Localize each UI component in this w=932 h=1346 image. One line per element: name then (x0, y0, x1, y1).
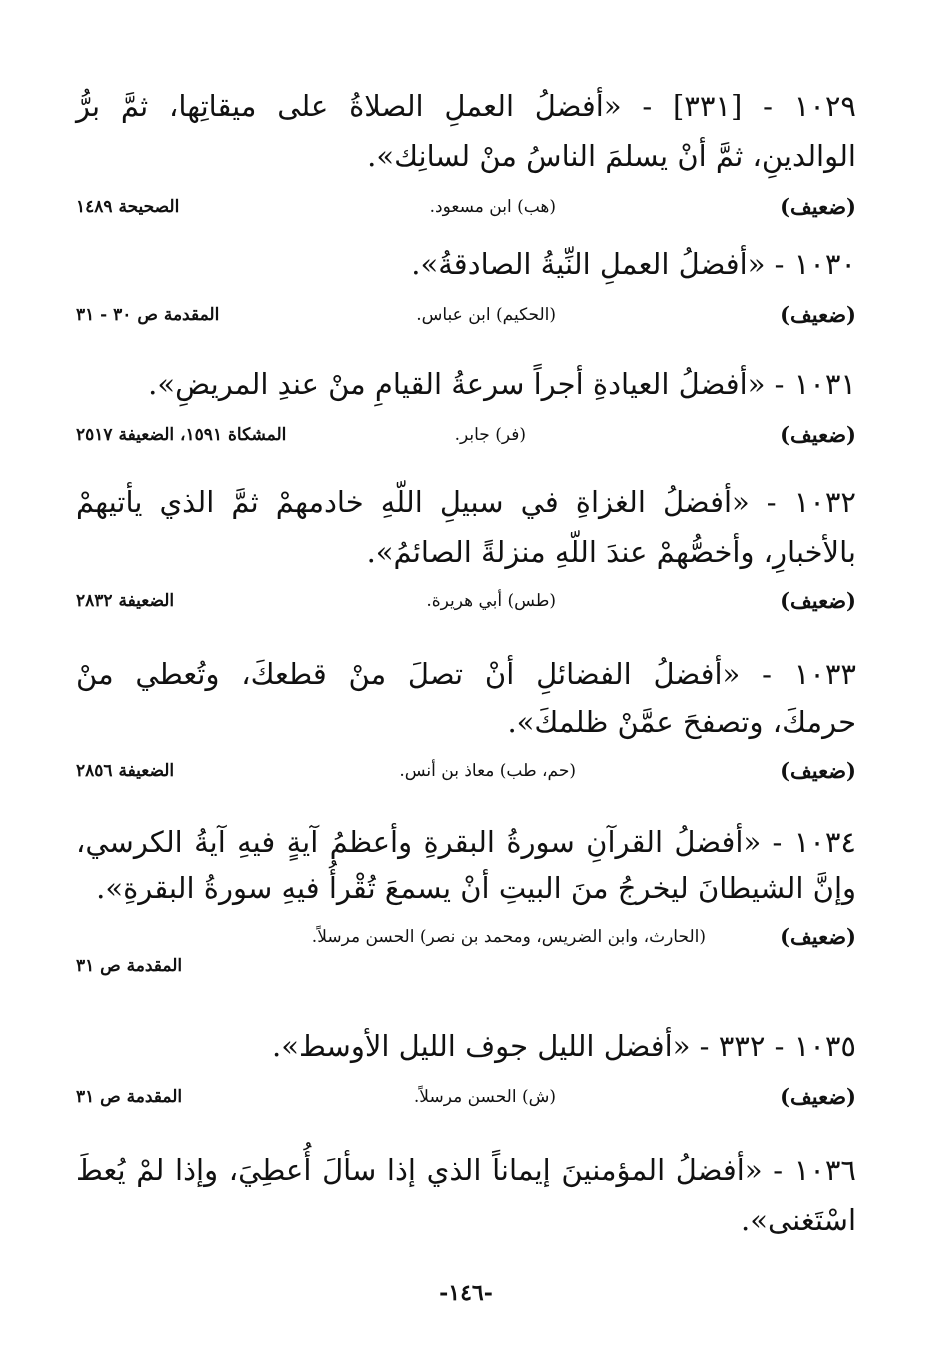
hadith-1036-line-1: ١٠٣٦ - «أفضلُ المؤمنينَ إيماناً الذي إذا سألَ أُعطِيَ، وإذا لمْ يُعطَ (76, 1153, 856, 1187)
hadith-1032-line-2: بالأخبارِ، وأخصُّهمْ عندَ اللّهِ منزلةً الصائمُ». (366, 535, 856, 569)
hadith-1033-line-2: حرمكَ، وتصفحَ عمَّنْ ظلمكَ». (507, 705, 856, 739)
reference-label: الضعيفة ٢٨٣٢ (76, 591, 175, 611)
hadith-1029-line-2: الوالدينِ، ثمَّ أنْ يسلمَ الناسُ منْ لسانِك». (367, 139, 856, 173)
hadith-1029-meta (76, 190, 856, 224)
hadith-1035-meta (76, 1080, 856, 1114)
hadith-1034-line-1: ١٠٣٤ - «أفضلُ القرآنِ سورةُ البقرةِ وأعظمُ آيةٍ فيهِ آيةُ الكرسي، (76, 825, 856, 859)
grade-label: (ضعيف) (780, 194, 856, 219)
reference-label: الضعيفة ٢٨٥٦ (76, 761, 175, 781)
grade-label: (ضعيف) (780, 758, 856, 783)
source-label: (الحكيم) ابن عباس. (416, 305, 556, 325)
source-label: (الحارث، وابن الضريس، ومحمد بن نصر) الحسن مرسلاً. (311, 927, 706, 947)
hadith-1030-meta (76, 298, 856, 332)
hadith-1033-meta (76, 754, 856, 788)
hadith-1031-meta (76, 418, 856, 452)
hadith-1029-line-1: ١٠٢٩ - [٣٣١] - «أفضلُ العملِ الصلاةُ على ميقاتِها، ثمَّ برُّ (76, 89, 856, 123)
hadith-1032-meta (76, 584, 856, 618)
hadith-1032-line-1: ١٠٣٢ - «أفضلُ الغزاةِ في سبيلِ اللّهِ خادمهمْ ثمَّ الذي يأتيهمْ (76, 485, 856, 519)
hadith-1031-line-1: ١٠٣١ - «أفضلُ العيادةِ أجراً سرعةُ القيامِ منْ عندِ المريضِ». (148, 367, 856, 401)
source-label: (فر) جابر. (454, 425, 526, 445)
reference-label: المقدمة ص ٣١ (76, 956, 183, 976)
grade-label: (ضعيف) (780, 1084, 856, 1109)
hadith-1034-line-2: وإنَّ الشيطانَ ليخرجُ منَ البيتِ أنْ يسمعَ تُقْرأُ فيهِ سورةُ البقرةِ». (96, 871, 856, 905)
source-label: (ش) الحسن مرسلاً. (413, 1087, 556, 1107)
source-label: (طس) أبي هريرة. (426, 591, 556, 611)
hadith-1034-meta (76, 920, 856, 954)
reference-label: الصحيحة ١٤٨٩ (76, 197, 180, 217)
hadith-1033-line-1: ١٠٣٣ - «أفضلُ الفضائلِ أنْ تصلَ منْ قطعكَ، وتُعطي منْ (76, 657, 856, 691)
hadith-1035-line-1: ١٠٣٥ - ٣٣٢ - «أفضل الليل جوف الليل الأوسط». (272, 1029, 856, 1063)
reference-label: المقدمة ص ٣٠ - ٣١ (76, 305, 220, 325)
hadith-1036-line-2: اسْتَغنى». (741, 1203, 856, 1237)
reference-label: المقدمة ص ٣١ (76, 1087, 183, 1107)
grade-label: (ضعيف) (780, 588, 856, 613)
grade-label: (ضعيف) (780, 924, 856, 949)
source-label: (حم، طب) معاذ بن أنس. (399, 761, 576, 781)
grade-label: (ضعيف) (780, 422, 856, 447)
grade-label: (ضعيف) (780, 302, 856, 327)
reference-label: المشكاة ١٥٩١، الضعيفة ٢٥١٧ (76, 425, 287, 445)
source-label: (هب) ابن مسعود. (429, 197, 556, 217)
hadith-1030-line-1: ١٠٣٠ - «أفضلُ العملِ النِّيةُ الصادقةُ». (411, 247, 856, 281)
page-number: -١٤٦- (439, 1280, 493, 1306)
